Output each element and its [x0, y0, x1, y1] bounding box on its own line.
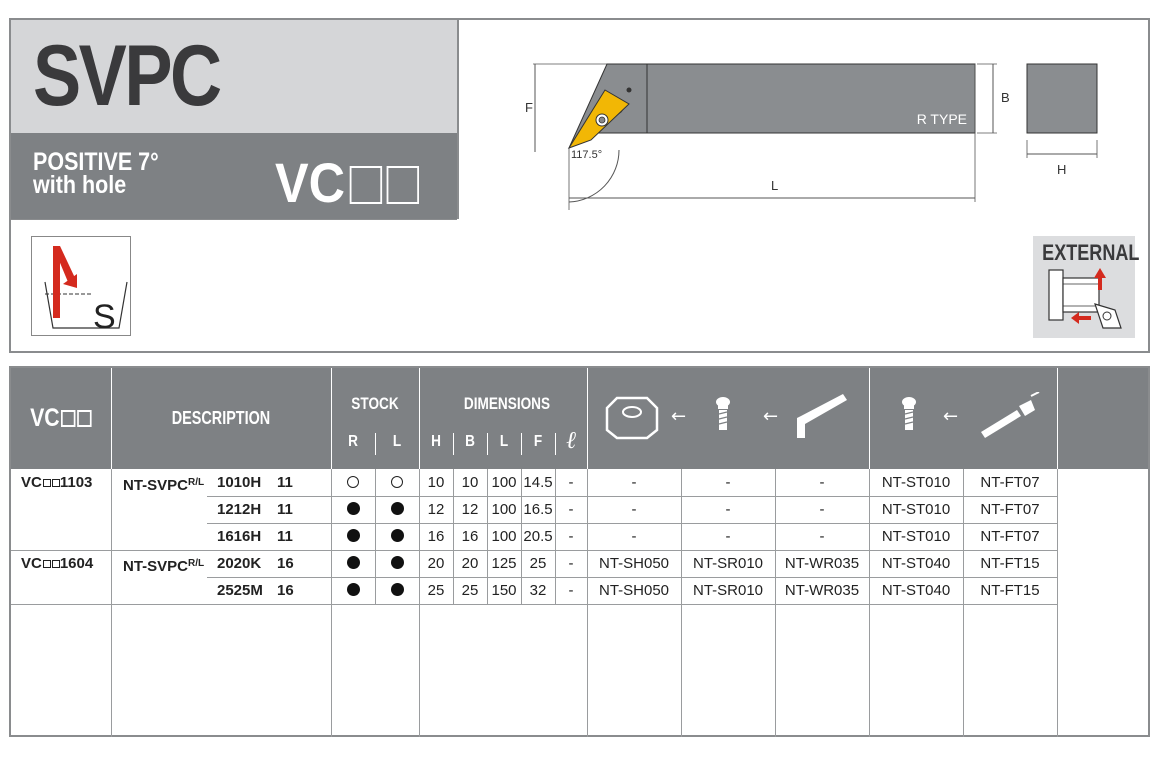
wrench: NT-WR035	[784, 555, 860, 572]
stocked-icon	[391, 556, 404, 569]
col-header-dim-f: F	[533, 433, 543, 450]
shim-screw-icon	[716, 397, 730, 430]
shim: -	[631, 474, 637, 491]
shim-screw: NT-SR010	[692, 582, 764, 599]
divider	[487, 433, 488, 455]
dim-f: 25	[529, 555, 547, 572]
stock-r	[331, 550, 375, 577]
col-header-stock-r: R	[348, 433, 358, 450]
type-label: R TYPE	[916, 111, 967, 127]
cross-section	[1027, 64, 1097, 133]
table-header	[11, 368, 1148, 469]
stock-l	[375, 577, 419, 604]
stocked-icon	[347, 556, 360, 569]
dim-h: 10	[427, 474, 445, 491]
key: NT-FT15	[980, 555, 1040, 572]
stocked-icon	[391, 583, 404, 596]
col-header-dim-l: L	[499, 433, 509, 450]
angle-label: 117.5°	[571, 149, 603, 161]
key: NT-FT07	[980, 474, 1040, 491]
label-l: L	[771, 178, 779, 193]
shim-screw: -	[725, 501, 731, 518]
stocked-icon	[347, 529, 360, 542]
shim: NT-SH050	[598, 555, 670, 572]
insert-type-s-icon	[31, 236, 131, 336]
wrench: -	[819, 474, 825, 491]
dim-b: 12	[461, 501, 479, 518]
screw: NT-ST040	[881, 582, 951, 599]
divider	[11, 219, 457, 220]
key: NT-FT15	[980, 582, 1040, 599]
title-block	[11, 20, 457, 133]
screw-key-header-icons	[891, 392, 1051, 442]
wrench: -	[819, 501, 825, 518]
shim-screw: -	[725, 528, 731, 545]
insert-code	[275, 151, 419, 214]
screw: NT-ST040	[881, 555, 951, 572]
stocked-icon	[391, 529, 404, 542]
col-header-stock: STOCK	[351, 394, 399, 413]
wrench: NT-WR035	[784, 582, 860, 599]
placeholder-box-icon	[43, 479, 51, 487]
dim-h: 12	[427, 501, 445, 518]
accessory-header-icons	[601, 392, 871, 442]
description-name: $NT-SVPC^{R/L}$	[123, 477, 205, 494]
key: NT-FT07	[980, 528, 1040, 545]
label-h: H	[1057, 162, 1067, 177]
dim-ell: -	[568, 528, 574, 545]
insert-cell: VC 1604	[21, 555, 94, 572]
dim-b: 10	[461, 474, 479, 491]
dim-f: 20.5	[523, 528, 553, 545]
subtitle-hole: with hole	[33, 171, 127, 199]
shim: NT-SH050	[598, 582, 670, 599]
col-header-vc: VC	[19, 404, 104, 433]
not-stocked-icon	[391, 476, 403, 488]
stocked-icon	[347, 502, 360, 515]
divider	[555, 433, 556, 455]
wrench: -	[819, 528, 825, 545]
stock-l	[375, 496, 419, 523]
screw: NT-ST010	[881, 474, 951, 491]
col-header-dim-ell: ℓ	[566, 428, 576, 454]
arrow-left-icon: ←	[763, 406, 779, 427]
col-header-dim-b: B	[465, 433, 475, 450]
stock-l	[375, 469, 419, 496]
placeholder-box-icon	[43, 560, 51, 568]
stocked-icon	[347, 583, 360, 596]
insert-icon-label: S	[93, 298, 116, 336]
description-ic: 16	[277, 582, 294, 599]
shim: -	[631, 528, 637, 545]
description-ic: 11	[277, 528, 293, 545]
dim-b: 20	[461, 555, 479, 572]
product-table	[9, 366, 1150, 737]
divider	[375, 433, 376, 455]
not-stocked-icon	[347, 476, 359, 488]
shim-screw: -	[725, 474, 731, 491]
dim-h: 25	[427, 582, 445, 599]
torx-key-icon	[981, 392, 1039, 438]
description-ic: 11	[277, 501, 293, 518]
dim-ell: -	[568, 582, 574, 599]
dim-ell: -	[568, 501, 574, 518]
screw: NT-ST010	[881, 501, 951, 518]
screw-icon	[902, 397, 916, 430]
description-size: 2525M	[217, 582, 263, 599]
dim-l: 100	[491, 474, 517, 491]
dim-ell: -	[568, 474, 574, 491]
description-size: 1010H	[217, 474, 262, 491]
subtitle-angle: POSITIVE 7°	[33, 148, 159, 176]
stock-r	[331, 523, 375, 550]
placeholder-box-icon	[52, 560, 60, 568]
description-size: 2020K	[217, 555, 262, 572]
placeholder-box-icon	[52, 479, 60, 487]
stock-l	[375, 550, 419, 577]
dim-f: 32	[529, 582, 547, 599]
toolholder-drawing	[521, 50, 1141, 220]
shim-screw: NT-SR010	[692, 555, 764, 572]
divider	[11, 604, 1057, 605]
description-ic: 16	[277, 555, 294, 572]
dim-l: 150	[491, 582, 517, 599]
divider	[457, 20, 459, 219]
description-name: $NT-SVPC^{R/L}$	[123, 558, 205, 575]
dim-b: 16	[461, 528, 479, 545]
product-title: SVPC	[33, 28, 220, 124]
divider	[521, 433, 522, 455]
insert-code-text: VC	[275, 151, 346, 214]
divider	[453, 433, 454, 455]
placeholder-box-icon	[61, 410, 75, 427]
description-ic: 11	[277, 474, 293, 491]
dim-f: 16.5	[523, 501, 553, 518]
subtitle-block	[11, 133, 457, 219]
key: NT-FT07	[980, 501, 1040, 518]
stock-r	[331, 577, 375, 604]
col-header-dim-h: H	[431, 433, 441, 450]
external-turning-icon	[1033, 262, 1135, 338]
description-size: 1616H	[217, 528, 262, 545]
col-header-description: DESCRIPTION	[171, 408, 271, 428]
placeholder-box-icon	[386, 166, 418, 204]
stock-l	[375, 523, 419, 550]
stock-r	[331, 496, 375, 523]
dim-h: 16	[427, 528, 445, 545]
shim: -	[631, 501, 637, 518]
dim-h: 20	[427, 555, 445, 572]
dim-f: 14.5	[523, 474, 553, 491]
dim-l: 125	[491, 555, 517, 572]
external-badge	[1033, 236, 1140, 338]
label-f: F	[525, 100, 533, 115]
hex-wrench-icon	[797, 394, 847, 438]
placeholder-box-icon	[350, 166, 382, 204]
stocked-icon	[391, 502, 404, 515]
screw: NT-ST010	[881, 528, 951, 545]
description-size: 1212H	[217, 501, 262, 518]
dim-l: 100	[491, 501, 517, 518]
insert-cell: VC 1103	[21, 474, 93, 491]
arrow-left-icon: ←	[943, 406, 959, 427]
col-header-dimensions: DIMENSIONS	[463, 394, 551, 413]
dim-b: 25	[461, 582, 479, 599]
arrow-left-icon: ←	[671, 406, 687, 427]
external-label: EXTERNAL	[1042, 240, 1140, 265]
product-header-panel	[9, 18, 1150, 353]
shim-icon	[607, 398, 657, 438]
dim-l: 100	[491, 528, 517, 545]
stock-r	[331, 469, 375, 496]
col-header-stock-l: L	[392, 433, 402, 450]
dim-ell: -	[568, 555, 574, 572]
placeholder-box-icon	[77, 410, 91, 427]
label-b: B	[1001, 90, 1010, 105]
